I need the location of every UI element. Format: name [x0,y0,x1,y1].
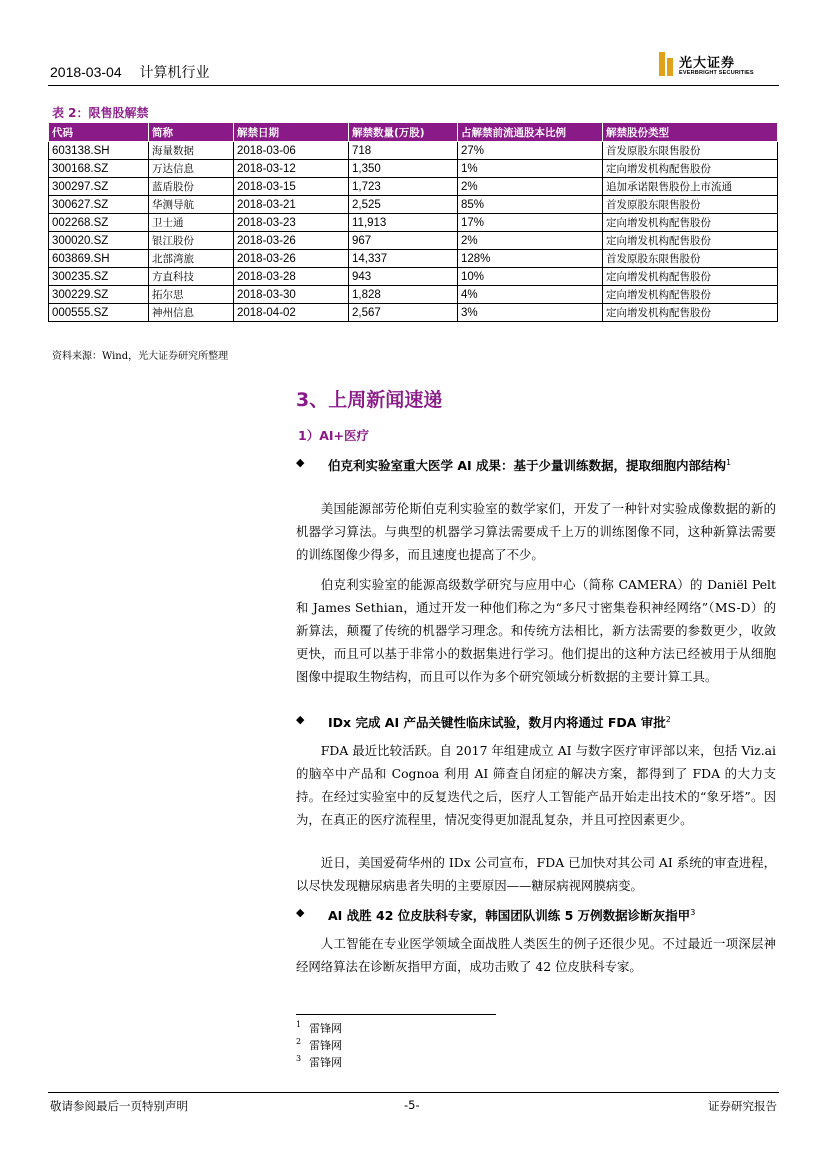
table-cell: 2018-03-30 [234,286,349,304]
table-header-row [49,123,778,142]
col-header: 简称 [149,123,234,142]
table-cell: 2018-03-23 [234,214,349,232]
footer-report-type: 证券研究报告 [708,1099,777,1113]
diamond-bullet-icon: ◆ [296,906,305,919]
table-cell: 2018-03-15 [234,178,349,196]
table-cell: 1% [458,160,603,178]
table-row [49,304,778,322]
lockup-table [48,122,778,322]
footnote: $^3$ 雷锋网 [296,1054,343,1069]
logo-mark-icon [659,52,673,76]
footnote-ref: 1 [726,458,732,467]
table-cell: 1,723 [349,178,458,196]
bullet-text: AI 战胜 42 位皮肤科专家，韩国团队训练 5 万例数据诊断灰指甲 [328,908,691,924]
table-cell: 定向增发机构配售股份 [603,232,778,250]
everbright-logo [659,50,779,82]
table-cell: 718 [349,142,458,160]
col-header: 代码 [49,123,149,142]
table-cell: 定向增发机构配售股份 [603,304,778,322]
footnote-ref: 3 [690,908,696,917]
paragraph: 伯克利实验室的能源高级数学研究与应用中心（简称 CAMERA）的 Daniël Pelt 和 James Sethian，通过开发一种他们称之为“多尺寸密集卷积神经网络”（MS-D）的新算法，颠覆了传统的机器学习理念。和传统方法相比，新方法需要的参数更少，收敛更快，而且可以基于非常小的数据集进行学习。他们提出的这种方法已经被用于从细胞图像中提取生物结构，而且可以作为多个研究领域分析数据的主要计算工具。 [296,577,776,684]
report-header [50,62,210,82]
table-cell: 300627.SZ [49,196,149,214]
table-cell: 603869.SH [49,250,149,268]
table-row [49,250,778,268]
report-date: 2018-03-04 [50,64,122,80]
table-cell: 17% [458,214,603,232]
diamond-bullet-icon: ◆ [296,456,305,469]
table-cell: 华测导航 [149,196,234,214]
table-cell: 1,350 [349,160,458,178]
bullet-text: IDx 完成 AI 产品关键性临床试验，数月内将通过 FDA 审批 [328,715,666,731]
table-cell: 3% [458,304,603,322]
table-cell: 定向增发机构配售股份 [603,286,778,304]
col-header: 解禁数量(万股) [349,123,458,142]
table-cell: 128% [458,250,603,268]
table-row [49,178,778,196]
table-cell: 2% [458,232,603,250]
col-header: 解禁股份类型 [603,123,778,142]
table-cell: 2018-03-28 [234,268,349,286]
paragraph: 近日，美国爱荷华州的 IDx 公司宣布，FDA 已加快对其公司 AI 系统的审查进程，以尽快发现糖尿病患者失明的主要原因——糖尿病视网膜病变。 [296,855,776,893]
table-source: 资料来源：Wind，光大证券研究所整理 [52,351,229,362]
header-rule [48,85,779,86]
footnote: $^1$ 雷锋网 [296,1020,343,1035]
table-cell: 银江股份 [149,232,234,250]
table-cell: 967 [349,232,458,250]
footer-rule [48,1092,779,1093]
diamond-bullet-icon: ◆ [296,713,305,726]
logo-text-cn: 光大证券 [679,56,736,71]
table-cell: 2,525 [349,196,458,214]
news-bullet [296,453,776,476]
table-row [49,232,778,250]
col-header: 解禁日期 [234,123,349,142]
table-cell: 4% [458,286,603,304]
table-row [49,160,778,178]
paragraph: 美国能源部劳伦斯伯克利实验室的数学家们，开发了一种针对实验成像数据的新的机器学习算法。与典型的机器学习算法需要成千上万的训练图像不同，这种新算法需要的训练图像少得多，而且速度也提高了不少。 [296,501,776,562]
news-bullet [296,710,776,733]
table-cell: 2% [458,178,603,196]
table-cell: 卫士通 [149,214,234,232]
logo-text-en: EVERBRIGHT SECURITIES [679,70,754,76]
table-cell: 定向增发机构配售股份 [603,160,778,178]
table-cell: 首发原股东限售股份 [603,142,778,160]
table-cell: 定向增发机构配售股份 [603,214,778,232]
table-cell: 300229.SZ [49,286,149,304]
table-cell: 首发原股东限售股份 [603,196,778,214]
table-row [49,268,778,286]
table-row [49,142,778,160]
report-industry: 计算机行业 [139,64,210,80]
footnote-rule [296,1014,496,1015]
table-cell: 2018-03-26 [234,232,349,250]
section-title: 3、上周新闻速递 [296,389,443,411]
table-cell: 943 [349,268,458,286]
page-number: -5- [404,1098,420,1112]
footnote: $^2$ 雷锋网 [296,1037,343,1052]
table-cell: 2018-03-26 [234,250,349,268]
table-cell: 603138.SH [49,142,149,160]
section-subtitle: 1）AI+医疗 [298,428,369,443]
bullet-text: 伯克利实验室重大医学 AI 成果：基于少量训练数据，提取细胞内部结构 [328,458,727,474]
table-cell: 2018-03-12 [234,160,349,178]
table-cell: 2,567 [349,304,458,322]
footer-disclaimer: 敬请参阅最后一页特别声明 [50,1099,188,1113]
table-cell: 10% [458,268,603,286]
table-cell: 300020.SZ [49,232,149,250]
table-cell: 300235.SZ [49,268,149,286]
news-bullet [296,903,776,926]
table-cell: 首发原股东限售股份 [603,250,778,268]
table-cell: 方直科技 [149,268,234,286]
table-cell: 神州信息 [149,304,234,322]
table-cell: 002268.SZ [49,214,149,232]
table-row [49,214,778,232]
table-cell: 万达信息 [149,160,234,178]
table-cell: 蓝盾股份 [149,178,234,196]
table-cell: 2018-04-02 [234,304,349,322]
table-body [49,142,778,322]
table-cell: 拓尔思 [149,286,234,304]
paragraph: FDA 最近比较活跃。自 2017 年组建成立 AI 与数字医疗审评部以来，包括 Viz.ai 的脑卒中产品和 Cognoa 利用 AI 筛查自闭症的解决方案，都得到了 FDA 的大力支持。在经过实验室中的反复迭代之后，医疗人工智能产品开始走出技术的“象牙塔”。因为，在真正的医疗流程里，情况变得更加混乱复杂，并且可控因素更少。 [296,743,776,827]
table-cell: 000555.SZ [49,304,149,322]
table-row [49,286,778,304]
table-row [49,196,778,214]
table-cell: 定向增发机构配售股份 [603,268,778,286]
table-cell: 27% [458,142,603,160]
table-title: 表 2：限售股解禁 [52,106,149,120]
table-cell: 追加承诺限售股份上市流通 [603,178,778,196]
table-cell: 300297.SZ [49,178,149,196]
table-cell: 14,337 [349,250,458,268]
table-cell: 2018-03-21 [234,196,349,214]
paragraph: 人工智能在专业医学领域全面战胜人类医生的例子还很少见。不过最近一项深层神经网络算法在诊断灰指甲方面，成功击败了 42 位皮肤科专家。 [296,936,776,974]
table-cell: 2018-03-06 [234,142,349,160]
table-cell: 300168.SZ [49,160,149,178]
footnote-ref: 2 [665,715,671,724]
table-cell: 11,913 [349,214,458,232]
table-cell: 北部湾旅 [149,250,234,268]
table-cell: 海量数据 [149,142,234,160]
col-header: 占解禁前流通股本比例 [458,123,603,142]
table-cell: 1,828 [349,286,458,304]
table-cell: 85% [458,196,603,214]
